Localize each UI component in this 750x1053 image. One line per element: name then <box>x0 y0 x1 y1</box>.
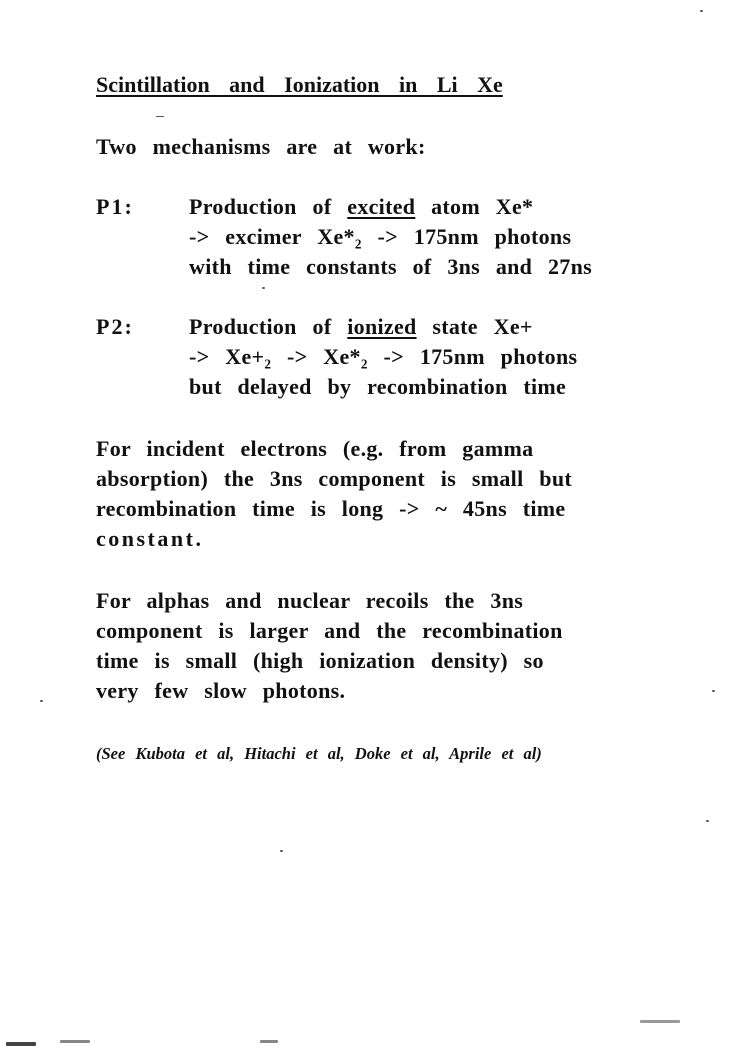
p2-label: P2: <box>96 314 134 339</box>
p2-line-1 <box>189 316 533 338</box>
alphas-line-1: For alphas and nuclear recoils the 3ns <box>96 588 524 613</box>
p2-line-2: -> Xe+₂ -> Xe*₂ -> 175nm photons <box>189 344 578 369</box>
p1-line-1-prefix: Production of <box>189 194 348 219</box>
electrons-line-4: constant. <box>96 526 204 551</box>
p1-line-1 <box>189 196 533 218</box>
references-citation: (See Kubota et al, Hitachi et al, Doke et al, Aprile et al) <box>96 744 542 763</box>
p1-line-1-suffix: atom Xe* <box>415 194 534 219</box>
electrons-line-3: recombination time is long -> ~ 45ns time <box>96 496 566 521</box>
p1-label: P1: <box>96 194 134 219</box>
alphas-line-4: very few slow photons. <box>96 678 346 703</box>
intro-text: Two mechanisms are at work: <box>96 134 426 159</box>
p2-ionized-term: ionized <box>347 314 417 339</box>
page-title: Scintillation and Ionization in Li Xe <box>96 72 503 97</box>
electrons-line-2: absorption) the 3ns component is small but <box>96 466 572 491</box>
p1-line-3: with time constants of 3ns and 27ns <box>189 254 592 279</box>
p2-line-1-suffix: state Xe+ <box>416 314 533 339</box>
p1-excited-term: excited <box>347 194 416 219</box>
p1-line-2: -> excimer Xe*₂ -> 175nm photons <box>189 224 572 249</box>
p2-line-1-prefix: Production of <box>189 314 348 339</box>
electrons-line-1: For incident electrons (e.g. from gamma <box>96 436 534 461</box>
alphas-line-2: component is larger and the recombination <box>96 618 563 643</box>
alphas-line-3: time is small (high ionization density) so <box>96 648 544 673</box>
p2-line-3: but delayed by recombination time <box>189 374 567 399</box>
